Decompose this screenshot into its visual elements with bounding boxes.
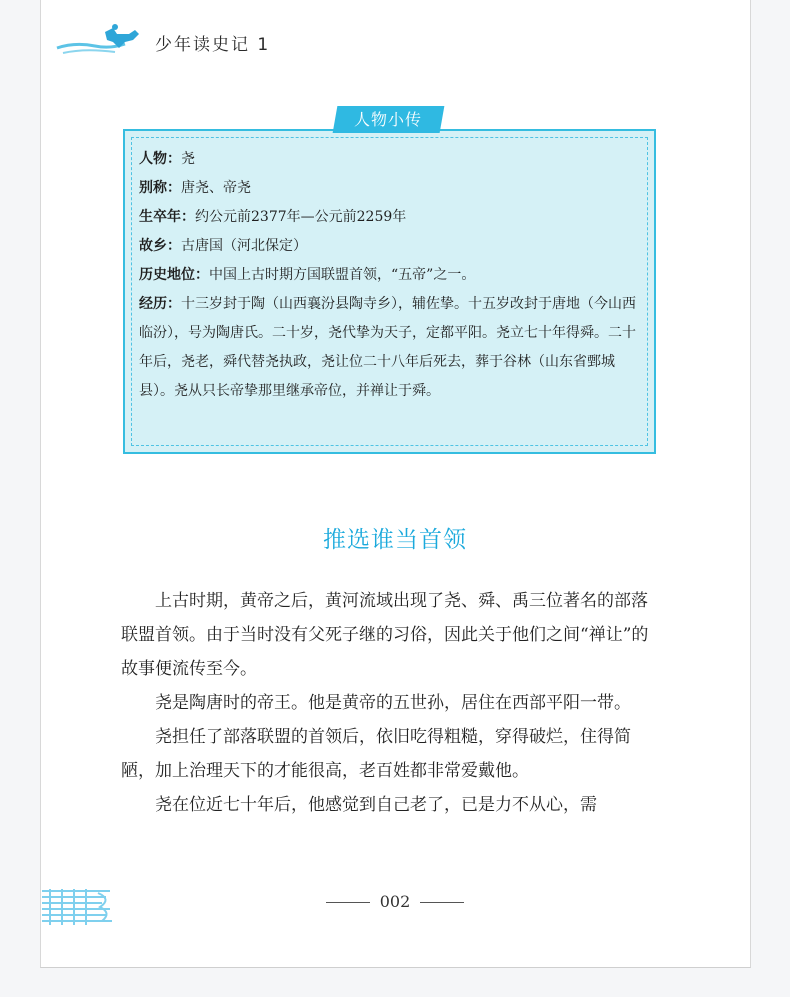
section-title: 推选谁当首领	[323, 527, 467, 553]
page-number: 002	[379, 892, 411, 911]
bio-line-person	[139, 145, 644, 174]
page-footer	[0, 892, 790, 911]
paragraph: 尧是陶唐时的帝王。他是黄帝的五世孙，居住在西部平阳一带。	[155, 693, 631, 713]
bio-key: 历史地位：	[139, 267, 209, 283]
book-title: 少年读史记 1	[155, 35, 271, 55]
footer-right-rule	[420, 902, 464, 903]
bio-value: 唐尧、帝尧	[181, 180, 251, 196]
bio-key: 生卒年：	[139, 209, 195, 225]
paragraph: 尧担任了部落联盟的首领后，依旧吃得粗糙，穿得破烂，住得简陋，加上治理天下的才能很高，老百姓都非常爱戴他。	[121, 727, 631, 781]
footer-left-rule	[326, 902, 370, 903]
bio-value: 十三岁封于陶（山西襄汾县陶寺乡），辅佐挚。十五岁改封于唐地（今山西临汾），号为陶唐氏。二十岁，尧代挚为天子，定都平阳。尧立七十年得舜。二十年后，尧老，舜代替尧执政，尧让位二十八年后死去，葬于谷林（山东省鄄城县）。尧从只长帝挚那里继承帝位，并禅让于舜。	[139, 296, 636, 399]
paragraph: 上古时期，黄帝之后，黄河流域出现了尧、舜、禹三位著名的部落联盟首领。由于当时没有父死子继的习俗，因此关于他们之间“禅让”的故事便流传至今。	[121, 591, 649, 679]
bio-text	[139, 145, 644, 406]
bio-line-hometown	[139, 232, 644, 261]
bio-value: 中国上古时期方国联盟首领，“五帝”之一。	[209, 267, 476, 283]
bio-key: 经历：	[139, 296, 181, 312]
bio-line-status	[139, 261, 644, 290]
bio-value: 约公元前2377年—公元前2259年	[195, 209, 407, 225]
body-text	[121, 584, 656, 822]
bio-key: 故乡：	[139, 238, 181, 254]
bio-value: 尧	[181, 151, 195, 167]
running-header	[55, 22, 315, 62]
bio-tab-label: 人物小传	[354, 110, 423, 129]
bio-line-alias	[139, 174, 644, 203]
bio-line-experience	[139, 290, 644, 406]
bio-tab	[333, 106, 445, 133]
paragraph: 尧在位近七十年后，他感觉到自己老了，已是力不从心，需	[155, 795, 597, 815]
horse-rider-icon	[55, 22, 151, 58]
bio-key: 人物：	[139, 151, 181, 167]
bio-key: 别称：	[139, 180, 181, 196]
bio-value: 古唐国（河北保定）	[181, 238, 307, 254]
bio-line-lifespan	[139, 203, 644, 232]
